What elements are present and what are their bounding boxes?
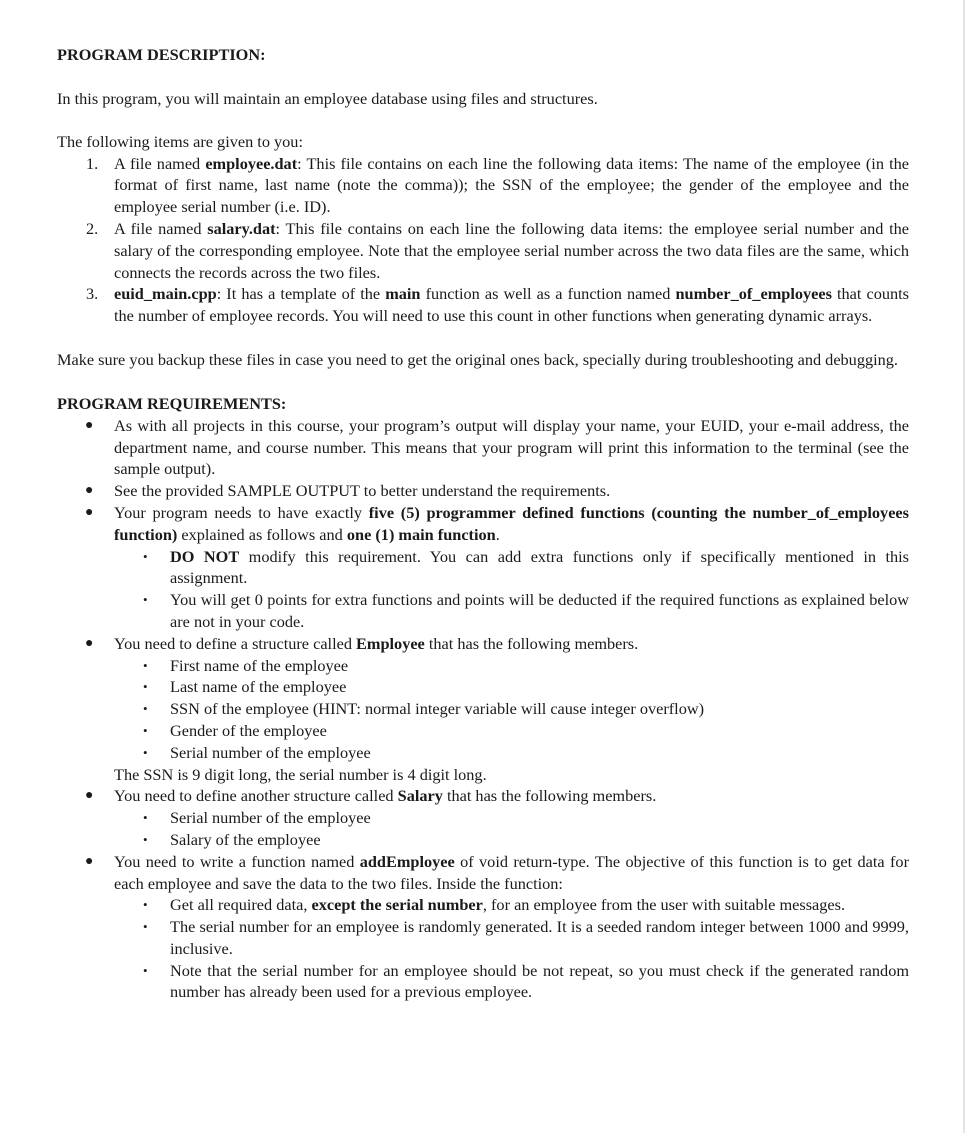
list-item: • SSN of the employee (HINT: normal integer variable will cause integer overflow)	[143, 699, 705, 719]
bullet-icon: ●	[85, 635, 94, 651]
list-item: 2. A file named salary.dat: This file contains on each line the following data items: the employee serial number and the salary of the corresponding employee. Note that the employee serial number across the two data files are the same, which connects the records across the two files.	[86, 218, 909, 282]
list-item: ● As with all projects in this course, your program’s output will display your name, your EUID, your e-mail address, the department name, and course number. This means that your program will print this information to the terminal (see the sample output).	[85, 415, 909, 479]
list-item: • Serial number of the employee	[143, 808, 371, 828]
sub-bullet-icon: •	[143, 897, 148, 913]
list-item: ● You need to write a function named addEmployee of void return-type. The objective of this function is to get data for each employee and save the data to the two files. Inside the function: • Get all required data, except the serial number, for an employee from the user with suitable messages. • The serial number for an employee is randomly generated. It is a seeded random integer between 1000 and 9999, inclusive. • Note that the serial number for an employee should be not repeat, so you must check if the generated random number has already been used for a previous employee.	[85, 851, 909, 1002]
list-item: • Get all required data, except the serial number, for an employee from the user with suitable messages.	[143, 895, 846, 915]
list-item: • Serial number of the employee	[143, 742, 371, 762]
sub-bullet-icon: •	[143, 962, 148, 978]
given-items-list	[57, 153, 909, 327]
filename: employee.dat	[205, 153, 298, 173]
list-item: ● Your program needs to have exactly five (5) programmer defined functions (counting the number_of_employees function) explained as follows and one (1) main function. • DO NOT modify this requirement. You can add extra functions only if specifically mentioned in this assignment. • You will get 0 points for extra functions and points will be deducted if the required functions as explained below are not in your code.	[85, 502, 909, 631]
heading-program-description: PROGRAM DESCRIPTION:	[57, 45, 266, 64]
filename: euid_main.cpp	[114, 284, 217, 304]
bullet-icon: ●	[85, 417, 94, 433]
sub-bullet-icon: •	[143, 722, 148, 738]
sub-list	[114, 546, 909, 633]
list-item: • Salary of the employee	[143, 829, 321, 849]
list-item: 3. euid_main.cpp: It has a template of the main function as well as a function named number_of_employees that counts the number of employee records. You will need to use this count in other functions when generating dynamic arrays.	[86, 284, 910, 326]
list-item: • You will get 0 points for extra functions and points will be deducted if the required functions as explained below are not in your code.	[143, 590, 909, 631]
sub-bullet-icon: •	[143, 919, 148, 935]
backup-paragraph: Make sure you backup these files in case you need to get the original ones back, specially during troubleshooting and debugging.	[57, 349, 898, 369]
sub-bullet-icon: •	[143, 548, 148, 564]
list-item: • First name of the employee	[143, 655, 349, 675]
bullet-icon: ●	[85, 483, 94, 499]
list-item: ● See the provided SAMPLE OUTPUT to better understand the requirements.	[85, 481, 611, 501]
requirements-list-continued	[57, 785, 909, 1003]
sub-bullet-icon: •	[143, 592, 148, 608]
requirements-list	[57, 415, 909, 764]
filename: salary.dat	[207, 218, 276, 238]
heading-program-requirements: PROGRAM REQUIREMENTS:	[57, 393, 287, 413]
salary-members-list	[114, 807, 909, 851]
list-item: ● You need to define a structure called Employee that has the following members. • First name of the employee • Last name of the employee • SSN of the employee (HINT: normal integer variable will cause integer overflow) • Gender of the employee • Serial number of the employee	[57, 633, 909, 764]
list-item: 1. A file named employee.dat: This file contains on each line the following data items: The name of the employee (in the format of first name, last name (note the comma)); the SSN of the employee; the gender of the employee and the employee serial number (i.e. ID).	[86, 153, 909, 217]
list-item: • Gender of the employee	[143, 720, 327, 740]
ssn-note: The SSN is 9 digit long, the serial number is 4 digit long.	[114, 764, 487, 784]
document-page	[57, 44, 909, 1003]
given-intro: The following items are given to you:	[57, 131, 303, 151]
sub-bullet-icon: •	[143, 679, 148, 695]
employee-members-list	[114, 655, 909, 764]
sub-bullet-icon: •	[143, 744, 148, 760]
list-item: • Last name of the employee	[143, 677, 347, 697]
item-number: 1.	[86, 153, 99, 173]
add-employee-steps	[114, 894, 909, 1003]
item-number: 2.	[86, 218, 99, 238]
sub-bullet-icon: •	[143, 701, 148, 717]
list-item: ● You need to define another structure called Salary that has the following members. • Serial number of the employee • Salary of the employee	[57, 785, 909, 850]
sub-bullet-icon: •	[143, 657, 148, 673]
item-number: 3.	[86, 284, 99, 304]
bullet-icon: ●	[85, 504, 94, 520]
intro-paragraph: In this program, you will maintain an employee database using files and structures.	[57, 89, 598, 108]
bullet-icon: ●	[85, 853, 94, 869]
sub-bullet-icon: •	[143, 831, 148, 847]
list-item: • The serial number for an employee is randomly generated. It is a seeded random integer between 1000 and 9999, inclusive.	[143, 917, 909, 958]
sub-bullet-icon: •	[143, 810, 148, 826]
bullet-icon: ●	[85, 788, 94, 804]
list-item: • DO NOT modify this requirement. You can add extra functions only if specifically mentioned in this assignment.	[143, 546, 909, 588]
list-item: • Note that the serial number for an employee should be not repeat, so you must check if the generated random number has already been used for a previous employee.	[143, 960, 909, 1002]
